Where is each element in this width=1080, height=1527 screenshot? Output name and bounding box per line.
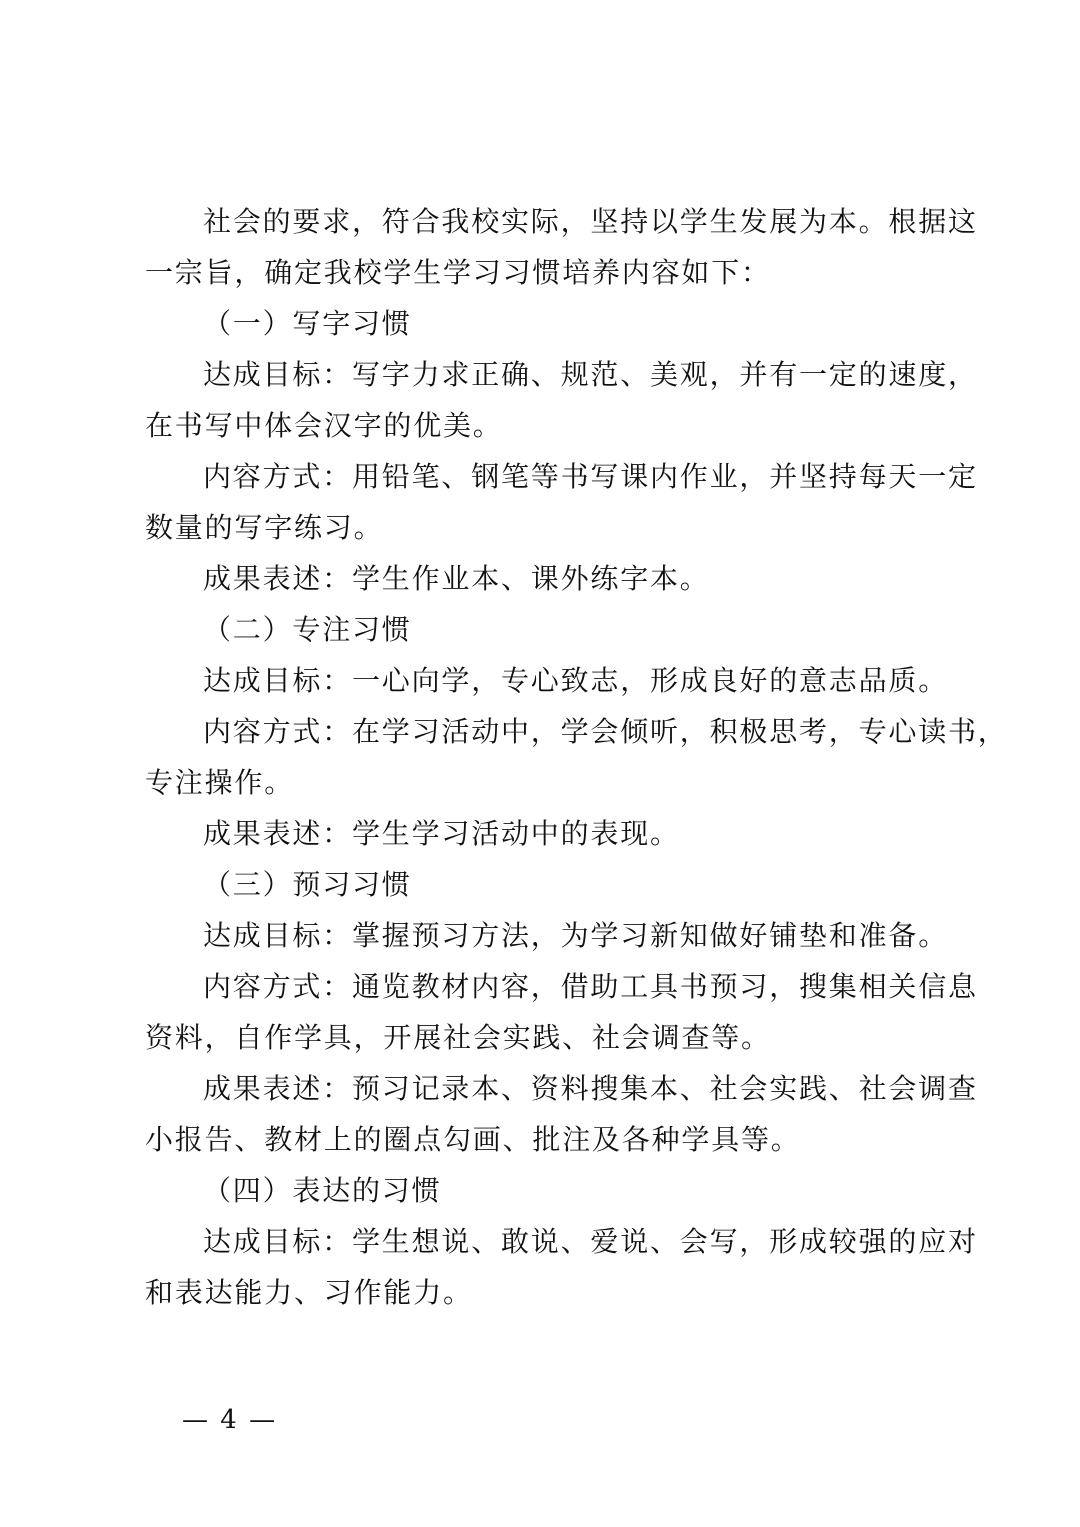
text-line: 社会的要求，符合我校实际，坚持以学生发展为本。根据这 — [203, 205, 978, 238]
text-line: 成果表述：预习记录本、资料搜集本、社会实践、社会调查 — [203, 1072, 978, 1105]
text-line: 成果表述：学生学习活动中的表现。 — [203, 817, 680, 850]
text-line: 达成目标：一心向学，专心致志，形成良好的意志品质。 — [203, 664, 949, 697]
section-heading-3: （三）预习习惯 — [203, 868, 412, 901]
text-line: 内容方式：通览教材内容，借助工具书预习，搜集相关信息 — [203, 970, 978, 1003]
text-line: 在书写中体会汉字的优美。 — [145, 409, 503, 442]
text-line: 达成目标：学生想说、敢说、爱说、会写，形成较强的应对 — [203, 1225, 978, 1258]
section-heading-2: （二）专注习惯 — [203, 613, 412, 646]
text-line: 成果表述：学生作业本、课外练字本。 — [203, 562, 710, 595]
text-line: 内容方式：用铅笔、钢笔等书写课内作业，并坚持每天一定 — [203, 460, 978, 493]
text-line: 数量的写字练习。 — [145, 511, 384, 544]
text-line: 专注操作。 — [145, 766, 295, 799]
section-heading-1: （一）写字习惯 — [203, 307, 412, 340]
text-line: 和表达能力、习作能力。 — [145, 1276, 473, 1309]
text-line: 小报告、教材上的圈点勾画、批注及各种学具等。 — [145, 1123, 801, 1156]
text-line: 达成目标：写字力求正确、规范、美观，并有一定的速度， — [203, 358, 978, 391]
page-number: — 4 — — [182, 1405, 278, 1435]
text-line: 达成目标：掌握预习方法，为学习新知做好铺垫和准备。 — [203, 919, 949, 952]
body-text — [145, 196, 1008, 1318]
section-heading-4: （四）表达的习惯 — [203, 1174, 442, 1207]
text-line: 资料，自作学具，开展社会实践、社会调查等。 — [145, 1021, 771, 1054]
text-line: 一宗旨，确定我校学生学习习惯培养内容如下： — [145, 256, 771, 289]
text-line: 内容方式：在学习活动中，学会倾听，积极思考，专心读书， — [203, 715, 1008, 748]
